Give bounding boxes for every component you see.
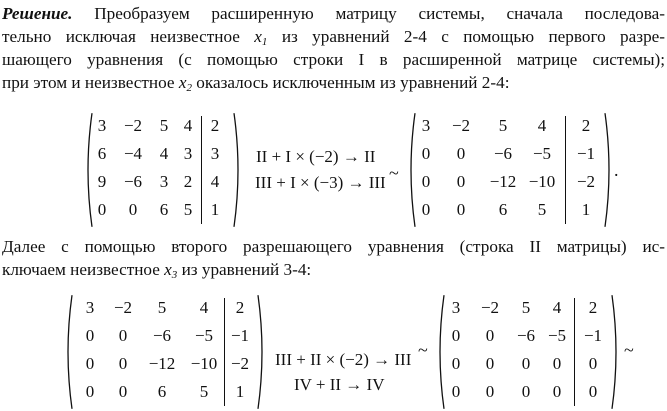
right-parenthesis: [256, 294, 268, 410]
matrix-cell: 4: [199, 298, 209, 317]
matrix-cell: 2: [581, 116, 591, 135]
matrix-cell: 3: [97, 116, 107, 135]
right-parenthesis: [232, 112, 244, 228]
matrix-cell: −10: [528, 172, 556, 191]
matrix-cell: 0: [552, 382, 562, 401]
matrix-cell: 9: [97, 172, 107, 191]
augmented-matrix-step-1-repeat: [62, 294, 268, 410]
matrix-cell: −2: [451, 116, 471, 135]
matrix-cell: −6: [516, 326, 536, 345]
matrix-cell: 0: [421, 200, 431, 219]
matrix-cell: 4: [159, 144, 169, 163]
period: .: [614, 160, 619, 180]
matrix-cell: 0: [118, 382, 128, 401]
paragraph-1-line-4: при этом и неизвестное $x_2$ оказалось исключенным из уравнений 2-4:: [2, 73, 510, 94]
variable-x3: $x_3$: [164, 260, 178, 281]
matrix-cell: 0: [85, 326, 95, 345]
matrix-cell: 5: [159, 116, 169, 135]
variable-x1: $x_1$: [254, 27, 268, 48]
left-parenthesis: [62, 294, 74, 410]
matrix-cell: 1: [581, 200, 591, 219]
matrix-cell: 6: [157, 382, 167, 401]
equivalence-tilde-3: ~: [624, 340, 634, 360]
matrix-cell: 0: [421, 144, 431, 163]
matrix-cell: 0: [521, 382, 531, 401]
matrix-cell: 0: [85, 354, 95, 373]
matrix-cell: 2: [183, 172, 193, 191]
matrix-cell: 0: [485, 326, 495, 345]
augmentation-divider: [574, 298, 575, 406]
matrix-cell: 0: [97, 200, 107, 219]
row-operation-1a: II + I × (−2) → II: [256, 147, 376, 166]
matrix-cell: 5: [157, 298, 167, 317]
equivalence-tilde-2: ~: [418, 340, 428, 360]
paragraph-1-line-2: тельно исключая неизвестное $x_1$ из уравнений 2-4 с помощью первого разре-: [2, 27, 666, 48]
matrix-cell: −2: [123, 116, 143, 135]
matrix-cell: 0: [521, 354, 531, 373]
matrix-cell: 6: [97, 144, 107, 163]
row-operations-1: [255, 147, 386, 193]
variable-x2: $x_2$: [178, 73, 192, 94]
matrix-cell: −2: [480, 298, 500, 317]
matrix-cell: 0: [451, 354, 461, 373]
paragraph-1-line-1: Решение. Преобразуем расширенную матрицу системы, сначала последова-: [2, 4, 665, 23]
matrix-cell: 3: [159, 172, 169, 191]
matrix-cell: −5: [547, 326, 567, 345]
augmentation-divider: [201, 116, 202, 224]
row-operation-1b: III + I × (−3) → III: [255, 173, 386, 192]
matrix-cell: 6: [498, 200, 508, 219]
matrix-cell: −1: [230, 326, 250, 345]
matrix-cell: 0: [128, 200, 138, 219]
matrix-cell: −6: [123, 172, 143, 191]
matrix-cell: 2: [235, 298, 245, 317]
matrix-cell: 5: [199, 382, 209, 401]
equivalence-tilde-1: ~: [389, 163, 399, 183]
matrix-cell: −4: [123, 144, 143, 163]
augmented-matrix-original: [82, 112, 244, 228]
matrix-cell: 0: [456, 144, 466, 163]
matrix-cell: 1: [210, 200, 220, 219]
matrix-cell: −2: [230, 354, 250, 373]
matrix-cell: 4: [210, 172, 220, 191]
right-parenthesis: [610, 294, 622, 410]
matrix-cell: 0: [552, 354, 562, 373]
matrix-cell: −5: [532, 144, 552, 163]
matrix-cell: 0: [456, 172, 466, 191]
matrix-cell: 0: [485, 354, 495, 373]
matrix-cell: −2: [576, 172, 596, 191]
matrix-cell: 3: [451, 298, 461, 317]
paragraph-1: [2, 2, 665, 94]
matrix-cell: 4: [537, 116, 547, 135]
augmented-matrix-step-1: [405, 112, 615, 228]
row-operations-2: [275, 350, 411, 395]
matrix-cell: 3: [85, 298, 95, 317]
matrix-cell: 0: [85, 382, 95, 401]
paragraph-2: [2, 235, 665, 281]
matrix-cell: 3: [183, 144, 193, 163]
row-operation-2a: III + II × (−2) → III: [275, 350, 412, 369]
matrix-cell: 0: [485, 382, 495, 401]
augmentation-divider: [565, 116, 566, 224]
paragraph-1-line-3: шающего уравнения (с помощью строки I в расширенной матрице системы);: [2, 50, 665, 69]
paragraph-2-line-2: ключаем неизвестное $x_3$ из уравнений 3-4:: [2, 260, 312, 281]
matrix-cell: 2: [588, 298, 598, 317]
matrix-cell: 5: [521, 298, 531, 317]
matrix-cell: −1: [583, 326, 603, 345]
matrix-cell: −6: [152, 326, 172, 345]
matrix-cell: 0: [588, 354, 598, 373]
matrix-cell: 2: [210, 116, 220, 135]
matrix-cell: 5: [183, 200, 193, 219]
matrix-cell: −6: [493, 144, 513, 163]
matrix-cell: 0: [451, 326, 461, 345]
matrix-cell: −2: [113, 298, 133, 317]
matrix-cell: 5: [537, 200, 547, 219]
matrix-cell: −5: [194, 326, 214, 345]
matrix-cell: 1: [235, 382, 245, 401]
matrix-cell: 0: [421, 172, 431, 191]
matrix-cell: −10: [190, 354, 218, 373]
matrix-cell: −12: [148, 354, 176, 373]
paragraph-2-line-1: Далее с помощью второго разрешающего уравнения (строка II матрицы) ис-: [2, 237, 665, 256]
matrix-cell: 0: [118, 326, 128, 345]
matrix-cell: 0: [118, 354, 128, 373]
matrix-cell: 3: [421, 116, 431, 135]
augmentation-divider: [224, 298, 225, 406]
matrix-cell: 0: [456, 200, 466, 219]
matrix-cell: 0: [588, 382, 598, 401]
matrix-cell: 3: [210, 144, 220, 163]
matrix-cell: −12: [489, 172, 517, 191]
matrix-cell: 0: [451, 382, 461, 401]
augmented-matrix-step-2: [434, 294, 622, 410]
matrix-cell: 4: [552, 298, 562, 317]
matrix-cell: 5: [498, 116, 508, 135]
matrix-cell: −1: [576, 144, 596, 163]
matrix-cell: 4: [183, 116, 193, 135]
matrix-cell: 6: [159, 200, 169, 219]
solution-heading: Решение.: [2, 4, 73, 23]
row-operation-2b: IV + II → IV: [294, 375, 385, 394]
